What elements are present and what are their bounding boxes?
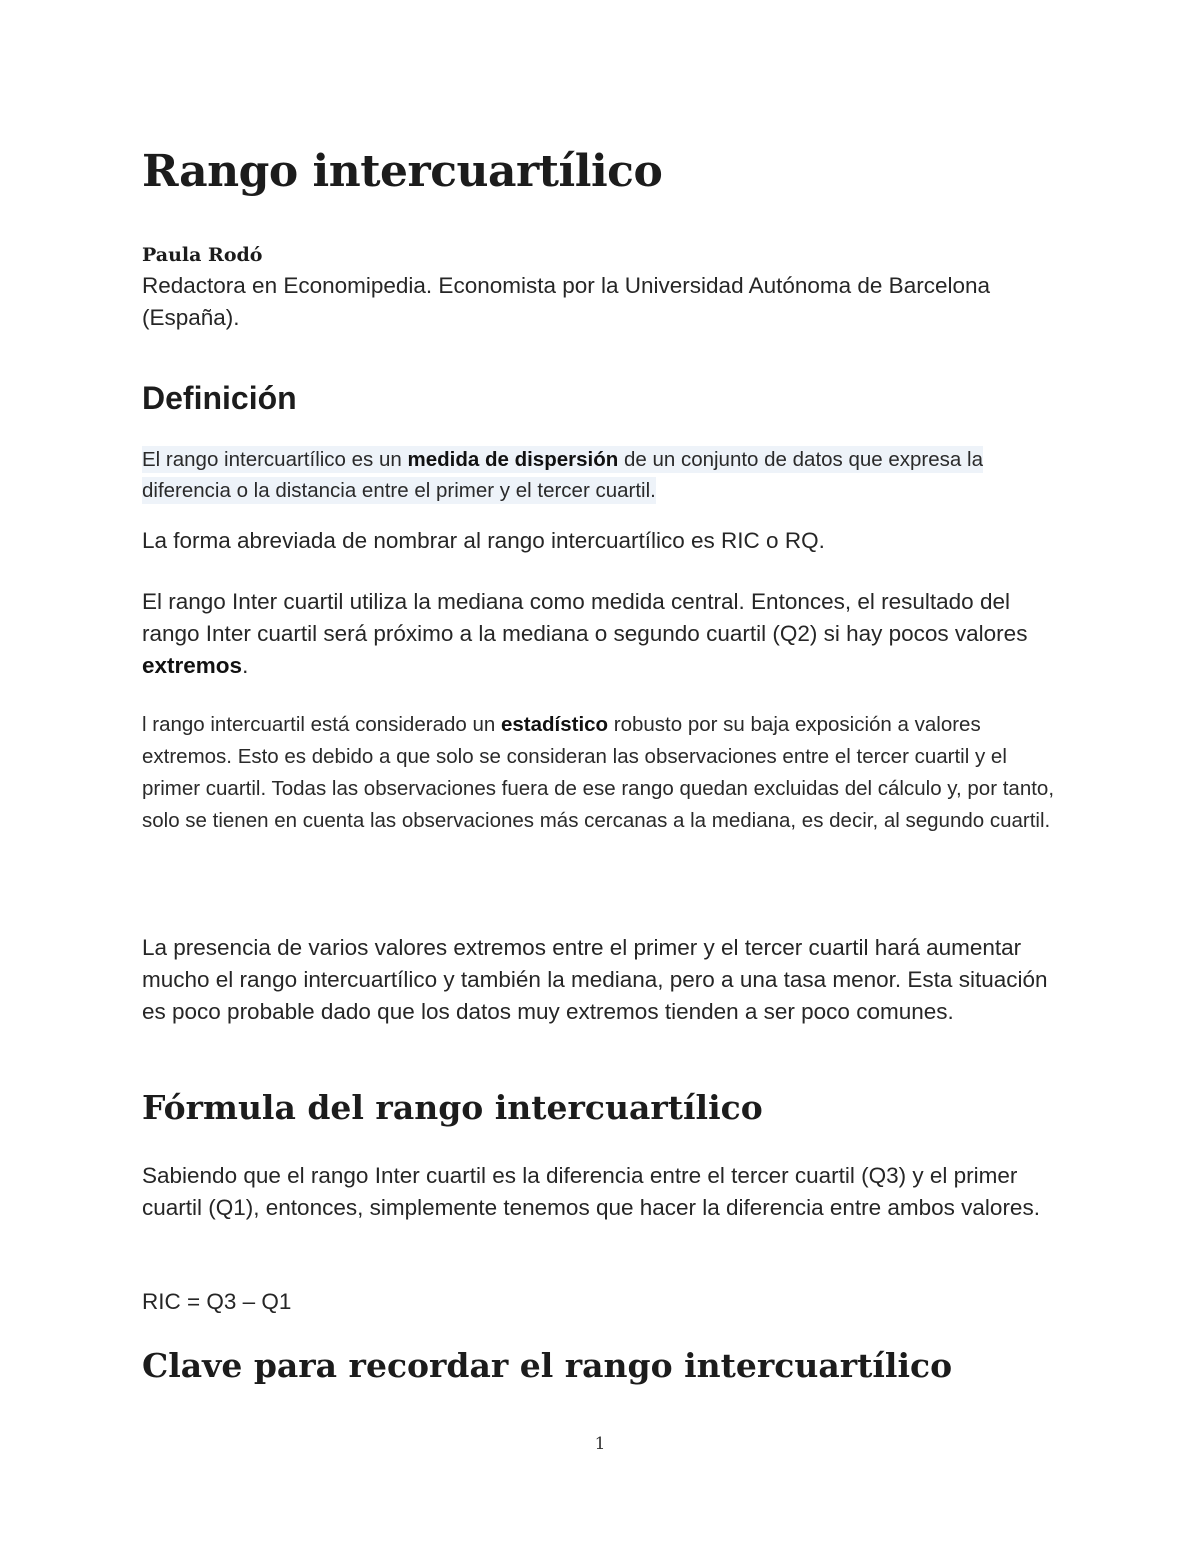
- median-paragraph: [142, 586, 1062, 682]
- page-number: 1: [594, 1434, 606, 1454]
- extreme-values-paragraph: La presencia de varios valores extremos entre el primer y el tercer cuartil hará aumentar mucho el rango intercuartílico y también la mediana, pero a una tasa menor. Esta situación es poco probable dado que los datos muy extremos tienden a ser poco comunes.: [142, 935, 1048, 1024]
- section-heading-formula: Fórmula del rango intercuartílico: [142, 1088, 763, 1127]
- highlighted-text: [142, 446, 983, 504]
- definition-text-end: de un conjunto de datos que expresa la diferencia o la distancia entre el primer y el tercer cuartil.: [142, 448, 983, 502]
- definition-paragraph: [142, 444, 1057, 506]
- robust-paragraph: [142, 709, 1062, 837]
- link-estadistico[interactable]: estadístico: [500, 713, 609, 736]
- section-heading-clave: Clave para recordar el rango intercuartílico: [142, 1346, 953, 1385]
- author-bio: Redactora en Economipedia. Economista por la Universidad Autónoma de Barcelona (España).: [142, 273, 991, 330]
- formula-equation: RIC = Q3 – Q1: [142, 1289, 292, 1314]
- robust-text-start: l rango intercuartil está considerado un: [142, 713, 501, 736]
- section-heading-definicion: Definición: [142, 380, 297, 416]
- link-extremos[interactable]: extremos: [142, 653, 243, 678]
- abbreviation-paragraph: La forma abreviada de nombrar al rango intercuartílico es RIC o RQ.: [142, 528, 825, 553]
- robust-text-end: robusto por su baja exposición a valores extremos. Esto es debido a que solo se consideran las observaciones entre el tercer cuartil y el primer cuartil. Todas las observaciones fuera de ese rango quedan excluidas del cálculo y, por tanto, solo se tienen en cuenta las observaciones más cercanas a la mediana, es decir, al segundo cuartil.: [142, 713, 1055, 832]
- formula-paragraph: Sabiendo que el rango Inter cuartil es la diferencia entre el tercer cuartil (Q3) y el primer cuartil (Q1), entonces, simplemente tenemos que hacer la diferencia entre ambos valores.: [142, 1163, 1040, 1220]
- definition-text-start: El rango intercuartílico es un: [142, 448, 408, 471]
- author-name: Paula Rodó: [142, 244, 263, 266]
- median-text-start: El rango Inter cuartil utiliza la mediana como medida central. Entonces, el resultado del rango Inter cuartil será próximo a la mediana o segundo cuartil (Q2) si hay pocos valores: [142, 589, 1028, 646]
- link-medida-de-dispersion[interactable]: medida de dispersión: [407, 448, 619, 471]
- page-title: Rango intercuartílico: [142, 146, 663, 197]
- median-text-end: .: [242, 653, 249, 678]
